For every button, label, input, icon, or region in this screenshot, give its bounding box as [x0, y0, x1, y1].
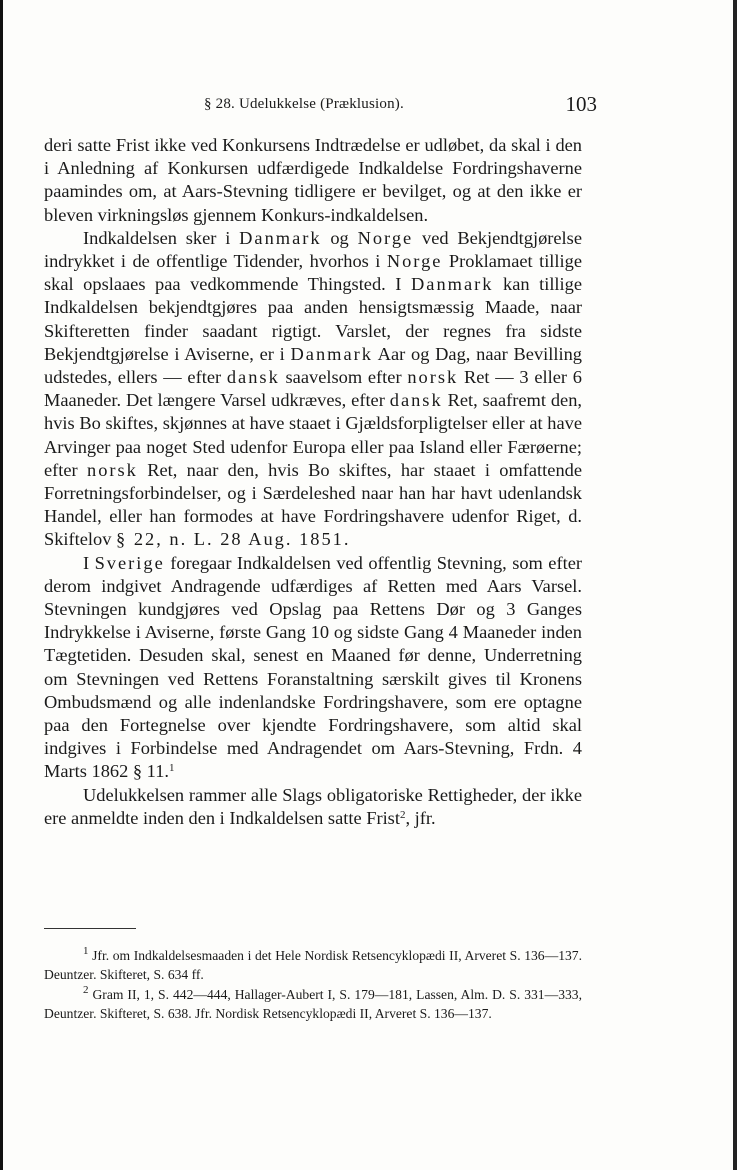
- footnote-marker-1: 1: [83, 945, 89, 957]
- page-edge-left: [0, 0, 3, 1170]
- footnote-ref-2[interactable]: 2: [399, 808, 406, 821]
- page-number: 103: [565, 92, 597, 116]
- p2-text-2: og: [321, 227, 358, 248]
- p4-text-1: Udelukkelsen rammer alle Slags obligatoriske Rettigheder, der ikke ere anmeldte inden den i Indkaldelsen satte Frist: [44, 784, 582, 828]
- p2-spaced-2: Norge: [357, 227, 414, 248]
- p2-spaced-9: norsk: [87, 459, 138, 480]
- footnote-2: [44, 985, 582, 1024]
- footnote-ref-1[interactable]: 1: [168, 762, 175, 775]
- p3-spaced-1: Sverige: [94, 552, 165, 573]
- p2-spaced-7: norsk: [407, 367, 459, 388]
- footnote-marker-2: 2: [83, 983, 89, 996]
- paragraph-1: deri satte Frist ikke ved Konkursens Indtrædelse er udløbet, da skal i den i Anledning af Konkursen udfærdigede Indkaldelse Fordringshaverne paamindes om, at Aars-Stevning tidligere er bevilget, og at den ikke er bleven virkningsløs gjennem Konkurs-indkaldelsen.: [44, 135, 582, 225]
- footnote-divider: [44, 928, 136, 929]
- paragraph-3: [44, 552, 582, 784]
- p4-text-2: , jfr.: [405, 807, 436, 828]
- p2-spaced-3: Norge: [386, 251, 443, 272]
- footnote-1: [44, 946, 582, 985]
- p2-text-8: Ret — 3 eller 6 Maaneder. Det længere Varsel udkræves, efter: [44, 367, 582, 411]
- p2-spaced-1: Danmark: [239, 227, 322, 248]
- p2-spaced-8: dansk: [389, 390, 443, 411]
- paragraph-2: [44, 227, 582, 552]
- p3-text-2: foregaar Indkaldelsen ved offentlig Stevning, som efter derom indgivet Andragende udfærdiges af Retten med Aars Varsel. Stevningen kundgjøres ved Opslag paa Rettens Dør og 3 Ganges Indrykkelse i Aviserne, første Gang 10 og sidste Gang 4 Maaneder inden Tægtetiden. Desuden skal, senest en Maaned før denne, Underretning om Stevningen ved Rettens Foranstaltning særskilt gives til Kronens Ombudsmænd og alle indenlandske Fordringshavere, som ere optagne paa den Fortegnelse over kjendte Fordringshavere, som altid skal indgives i Forbindelse med Andragendet om Aars-Stevning, Frdn. 4 Marts 1862 § 11.: [44, 552, 582, 782]
- p2-text-4: Proklamaet tillige skal opslaaes paa vedkommende Thingsted. I: [44, 251, 582, 295]
- running-head: § 28. Udelukkelse (Præklusion).: [204, 96, 404, 112]
- p2-spaced-6: dansk: [226, 367, 280, 388]
- p3-text-1: I: [83, 552, 95, 573]
- footnote-1-text: Jfr. om Indkaldelsesmaaden i det Hele Nordisk Retsencyklopædi II, Arveret S. 136—137. Deuntzer. Skifteret, S. 634 ff.: [44, 948, 582, 983]
- body-text: [44, 134, 582, 830]
- p2-text-9: Ret, saafremt den, hvis Bo skiftes, skjønnes at have staaet i Gjældsforpligtelser eller at have Arvinger paa noget Sted udenfor Europa eller paa Island eller Færøerne; efter: [44, 390, 582, 480]
- p2-text-5: kan tillige Indkaldelsen bekjendtgjøres paa anden hensigtsmæssig Maade, naar Skifteretten finder saadant rigtigt. Varslet, der regnes fra sidste Bekjendtgjørelse i Aviserne, er i: [44, 274, 583, 364]
- p2-spaced-5: Danmark: [290, 343, 373, 364]
- p2-text-3: ved Bekjendtgjørelse indrykket i de offentlige Tidender, hvorhos i: [44, 227, 582, 272]
- page-edge-right: [733, 0, 737, 1170]
- p2-spaced-4: Danmark: [411, 274, 494, 295]
- paragraph-4: [44, 784, 582, 830]
- p2-text-1: Indkaldelsen sker i: [83, 227, 240, 248]
- footnotes: [44, 946, 582, 1023]
- p2-citation: § 22, n. L. 28 Aug. 1851.: [116, 529, 351, 550]
- p2-text-10: Ret, naar den, hvis Bo skiftes, har staaet i omfattende Forretningsforbindelser, og i Særdeleshed naar han har havt udenlandsk Handel, eller han formodes at have Fordringshavere udenfor Riget, d. Skiftelov: [44, 459, 582, 550]
- page-header: [44, 92, 597, 120]
- p2-text-7: saavelsom efter: [279, 367, 408, 388]
- footnote-2-text: Gram II, 1, S. 442—444, Hallager-Aubert I, S. 179—181, Lassen, Alm. D. S. 331—333, Deuntzer. Skifteret, S. 638. Jfr. Nordisk Retsencyklopædi II, Arveret S. 136—137.: [44, 986, 582, 1021]
- p2-text-6: Aar og Dag, naar Bevilling udstedes, ellers — efter: [44, 343, 582, 388]
